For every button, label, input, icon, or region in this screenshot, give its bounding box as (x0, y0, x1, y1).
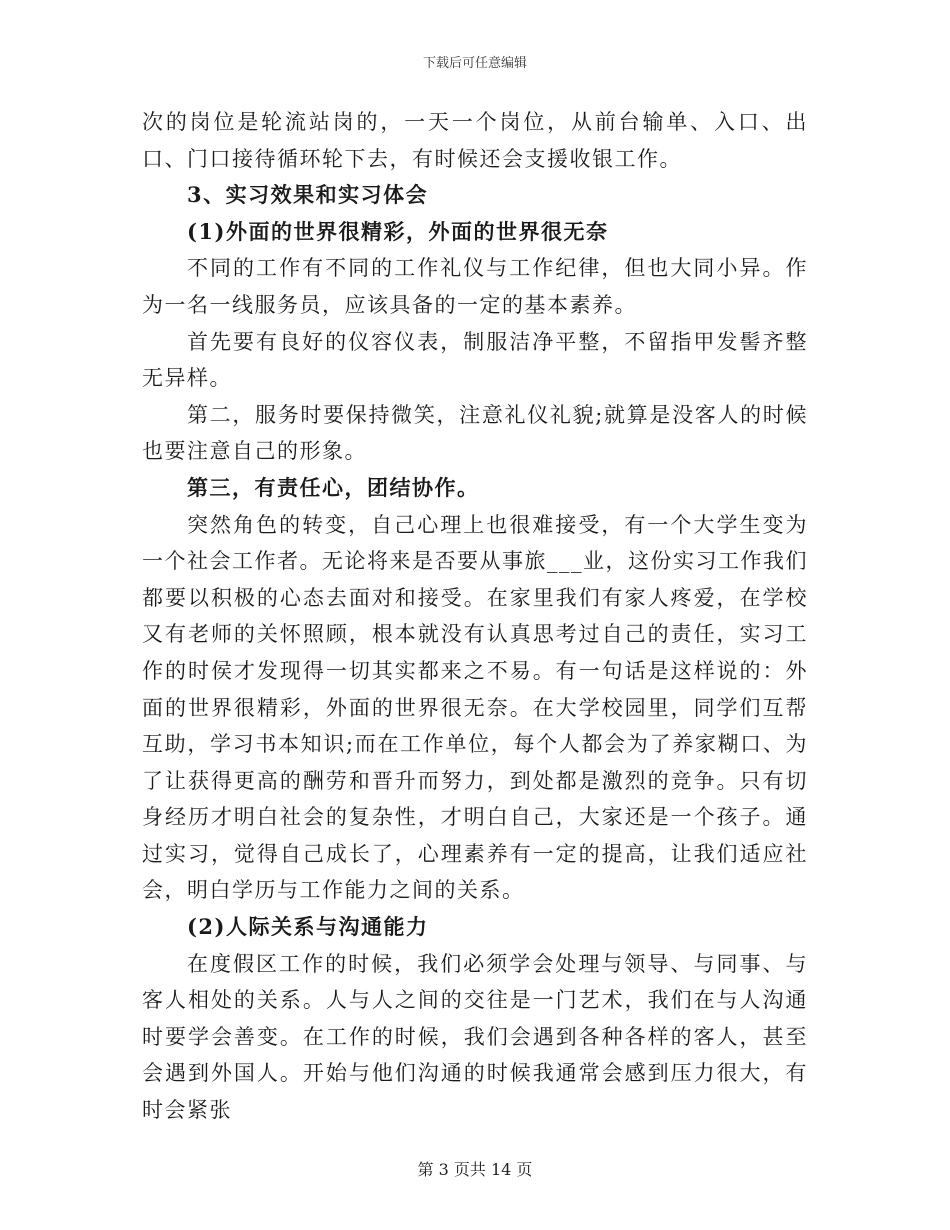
section-heading: 3、实习效果和实习体会 (187, 182, 429, 208)
paragraph: 第二，服务时要保持微笑，注意礼仪礼貌;就算是没客人的时候也要注意自己的形象。 (142, 402, 808, 464)
paragraph: 不同的工作有不同的工作礼仪与工作纪律，但也大同小异。作为一名一线服务员，应该具备的一定的基本素养。 (142, 256, 808, 317)
document-body (142, 104, 808, 1129)
paragraph: 突然角色的转变，自己心理上也很难接受，有一个大学生变为一个社会工作者。无论将来是否要从事旅___业，这份实习工作我们都要以积极的心态去面对和接受。在家里我们有家人疼爱，在学校又有老师的关怀照顾，根本就没有认真思考过自己的责任，实习工作的时侯才发现得一切其实都来之不易。有一句话是这样说的：外面的世界很精彩，外面的世界很无奈。在大学校园里，同学们互帮互助，学习书本知识;而在工作单位，每个人都会为了养家糊口、为了让获得更高的酬劳和晋升而努力，到处都是激烈的竞争。只有切身经历才明白社会的复杂性，才明白自己，大家还是一个孩子。通过实习，觉得自己成长了，心理素养有一定的提高，让我们适应社会，明白学历与工作能力之间的关系。 (142, 512, 808, 903)
page-footer: 第 3 页共 14 页 (417, 1160, 533, 1179)
subsection-heading-1: (1)外面的世界很精彩，外面的世界很无奈 (187, 218, 609, 244)
page-header: 下载后可任意编辑 (422, 56, 527, 71)
paragraph-continued: 次的岗位是轮流站岗的，一天一个岗位，从前台输单、入口、出口、门口接待循环轮下去，有时候还会支援收银工作。 (142, 110, 808, 171)
subsection-heading-2: (2)人际关系与沟通能力 (187, 914, 429, 940)
paragraph: 在度假区工作的时候，我们必须学会处理与领导、与同事、与客人相处的关系。人与人之间的交往是一门艺术，我们在与人沟通时要学会善变。在工作的时候，我们会遇到各种各样的客人，甚至会遇到外国人。开始与他们沟通的时候我通常会感到压力很大，有时会紧张 (142, 951, 808, 1123)
paragraph-bold: 第三，有责任心，团结协作。 (187, 474, 480, 500)
paragraph: 首先要有良好的仪容仪表，制服洁净平整，不留指甲发髻齐整无异样。 (142, 329, 808, 391)
